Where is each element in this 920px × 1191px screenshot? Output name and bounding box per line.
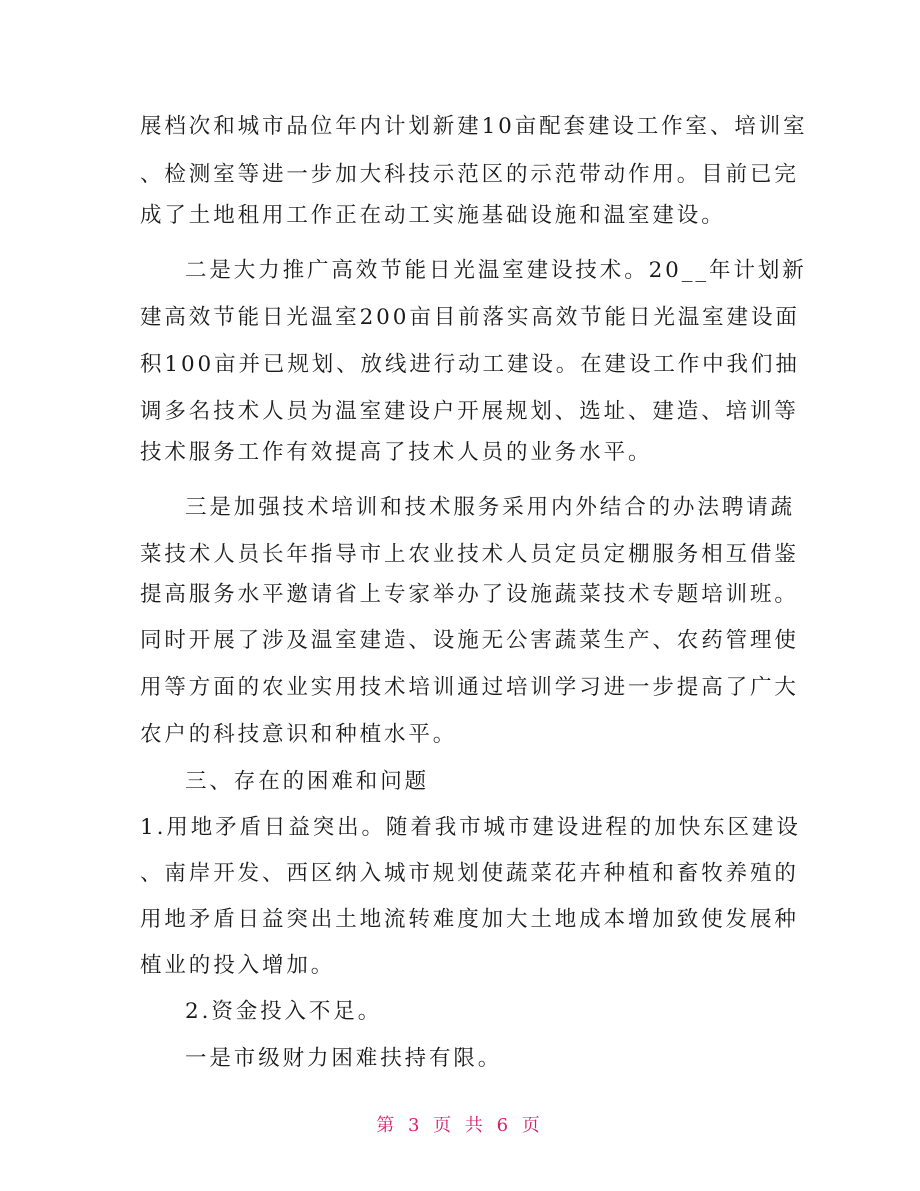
text-line: 提高服务水平邀请省上专家举办了设施蔬菜技术专题培训班。 [140,582,799,607]
text-line: 展档次和城市品位年内计划新建10亩配套建设工作室、培训室 [140,114,808,139]
text-line: 菜技术人员长年指导市上农业技术人员定员定棚服务相互借鉴 [140,542,799,567]
text-line: 技术服务工作有效提高了技术人员的业务水平。 [140,440,653,465]
text-line: 调多名技术人员为温室建设户开展规划、选址、建造、培训等 [140,399,799,424]
section-heading: 三、存在的困难和问题 [185,769,430,794]
text-line: 用等方面的农业实用技术培训通过培训学习进一步提高了广大 [140,675,799,700]
text-line: 一是市级财力困难扶持有限。 [185,1046,503,1071]
text-line: 2.资金投入不足。 [185,999,383,1024]
text-line: 二是大力推广高效节能日光温室建设技术。20__年计划新 [185,258,807,283]
text-line: 植业的投入增加。 [140,953,336,978]
text-line: 成了土地租用工作正在动工实施基础设施和温室建设。 [140,203,726,228]
text-line: 建高效节能日光温室200亩目前落实高效节能日光温室建设面 [140,305,800,330]
page-footer: 第 3 页 共 6 页 [376,1115,544,1136]
text-line: 三是加强技术培训和技术服务采用内外结合的办法聘请蔬 [185,495,796,520]
text-line: 用地矛盾日益突出土地流转难度加大土地成本增加致使发展种 [140,907,799,932]
text-line: 同时开展了涉及温室建造、设施无公害蔬菜生产、农药管理使 [140,628,799,653]
text-line: 、南岸开发、西区纳入城市规划使蔬菜花卉种植和畜牧养殖的 [140,861,799,886]
text-line: 、检测室等进一步加大科技示范区的示范带动作用。目前已完 [140,162,799,187]
text-line: 农户的科技意识和种植水平。 [140,722,458,747]
text-line: 1.用地矛盾日益突出。随着我市城市建设进程的加快东区建设 [140,815,801,840]
text-line: 积100亩并已规划、放线进行动工建设。在建设工作中我们抽 [140,352,800,377]
